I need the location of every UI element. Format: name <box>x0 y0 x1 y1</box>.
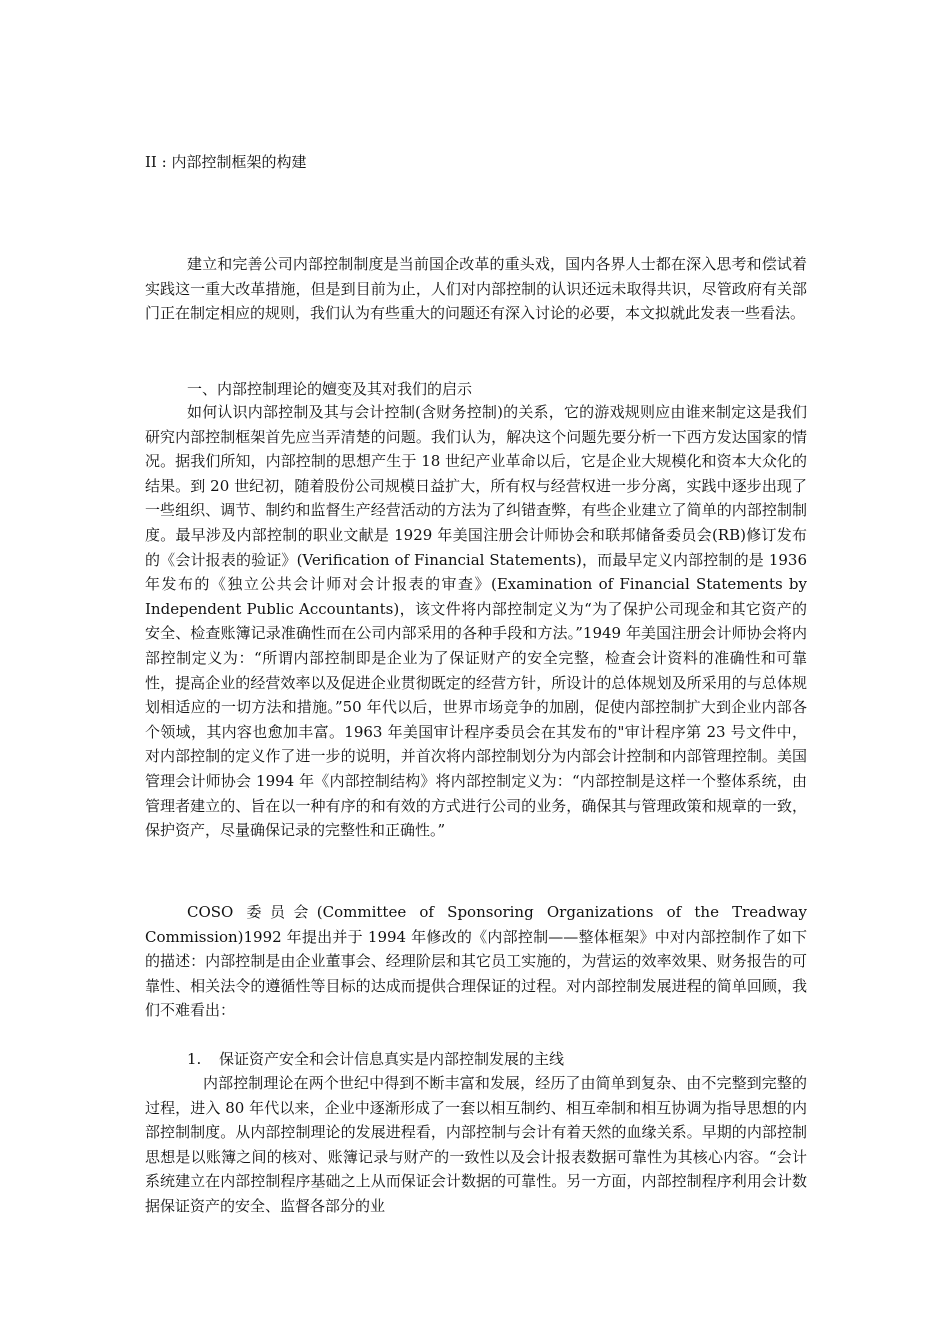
list-item-1-paragraph: 内部控制理论在两个世纪中得到不断丰富和发展，经历了由简单到复杂、由不完整到完整的过程，进入 80 年代以来，企业中逐渐形成了一套以相互制约、相互牵制和相互协调为指导思想的内部控制制度。从内部控制理论的发展进程看，内部控制与会计有着天然的血缘关系。早期的内部控制思想是以账簿之间的核对、账簿记录与财产的一致性以及会计报表数据可靠性为其核心内容。“会计系统建立在内部控制程序基础之上从而保证会计数据的可靠性。另一方面，内部控制程序利用会计数据保证资产的安全、监督各部分的业 <box>145 1074 807 1215</box>
section-1-paragraph-1: 如何认识内部控制及其与会计控制(含财务控制)的关系，它的游戏规则应由谁来制定这是我们研究内部控制框架首先应当弄清楚的问题。我们认为，解决这个问题先要分析一下西方发达国家的情况。据我们所知，内部控制的思想产生于 18 世纪产业革命以后，它是企业大规模化和资本大众化的结果。到 20 世纪初，随着股份公司规模日益扩大，所有权与经营权进一步分离，实践中逐步出现了一些组织、调节、制约和监督生产经营活动的方法为了纠错查弊，有些企业建立了简单的内部控制制度。最早涉及内部控制的职业文献是 1929 年美国注册会计师协会和联邦储备委员会(RB)修订发布的《会计报表的验证》(Verification of Financial Statements)，而最早定义内部控制的是 1936 年发布的《独立公共会计师对会计报表的审查》(Examination of Financial Statements by Independent Public Accountants)，该文件将内部控制定义为“为了保护公司现金和其它资产的安全、检查账簿记录准确性而在公司内部采用的各种手段和方法。”1949 年美国注册会计师协会将内部控制定义为：“所谓内部控制即是企业为了保证财产的安全完整，检查会计资料的准确性和可靠性，提高企业的经营效率以及促进企业贯彻既定的经营方针，所设计的总体规划及所采用的与总体规划相适应的一切方法和措施。”50 年代以后，世界市场竞争的加剧，促使内部控制扩大到企业内部各个领域，其内容也愈加丰富。1963 年美国审计程序委员会在其发布的"审计程序第 23 号文件中，对内部控制的定义作了进一步的说明，并首次将内部控制划分为内部会计控制和内部管理控制。美国管理会计师协会 1994 年《内部控制结构》将内部控制定义为：“内部控制是这样一个整体系统，由管理者建立的、旨在以一种有序的和有效的方式进行公司的业务，确保其与管理政策和规章的一致，保护资产，尽量确保记录的完整性和正确性。” <box>145 403 807 840</box>
section-1-heading: 一、内部控制理论的嬗变及其对我们的启示 <box>187 380 473 398</box>
document-title: II : 内部控制框架的构建 <box>145 153 307 171</box>
list-item-1-heading <box>187 1047 564 1071</box>
intro-paragraph: 建立和完善公司内部控制制度是当前国企改革的重头戏，国内各界人士都在深入思考和偿试着实践这一重大改革措施，但是到目前为止，人们对内部控制的认识还远未取得共识，尽管政府有关部门正在制定相应的规则，我们认为有些重大的问题还有深入讨论的必要，本文拟就此发表一些看法。 <box>145 255 807 323</box>
list-item-1-heading-text: 保证资产安全和会计信息真实是内部控制发展的主线 <box>219 1050 565 1068</box>
list-item-1-number: 1. <box>187 1050 202 1068</box>
section-1-paragraph-2: COSO 委员会(Committee of Sponsoring Organizations of the Treadway Commission)1992 年提出并于 1994 年修改的《内部控制——整体框架》中对内部控制作了如下的描述：内部控制是由企业董事会、经理阶层和其它员工实施的，为营运的效率效果、财务报告的可靠性、相关法令的遵循性等目标的达成而提供合理保证的过程。对内部控制发展进程的简单回顾，我们不难看出： <box>145 903 807 1020</box>
